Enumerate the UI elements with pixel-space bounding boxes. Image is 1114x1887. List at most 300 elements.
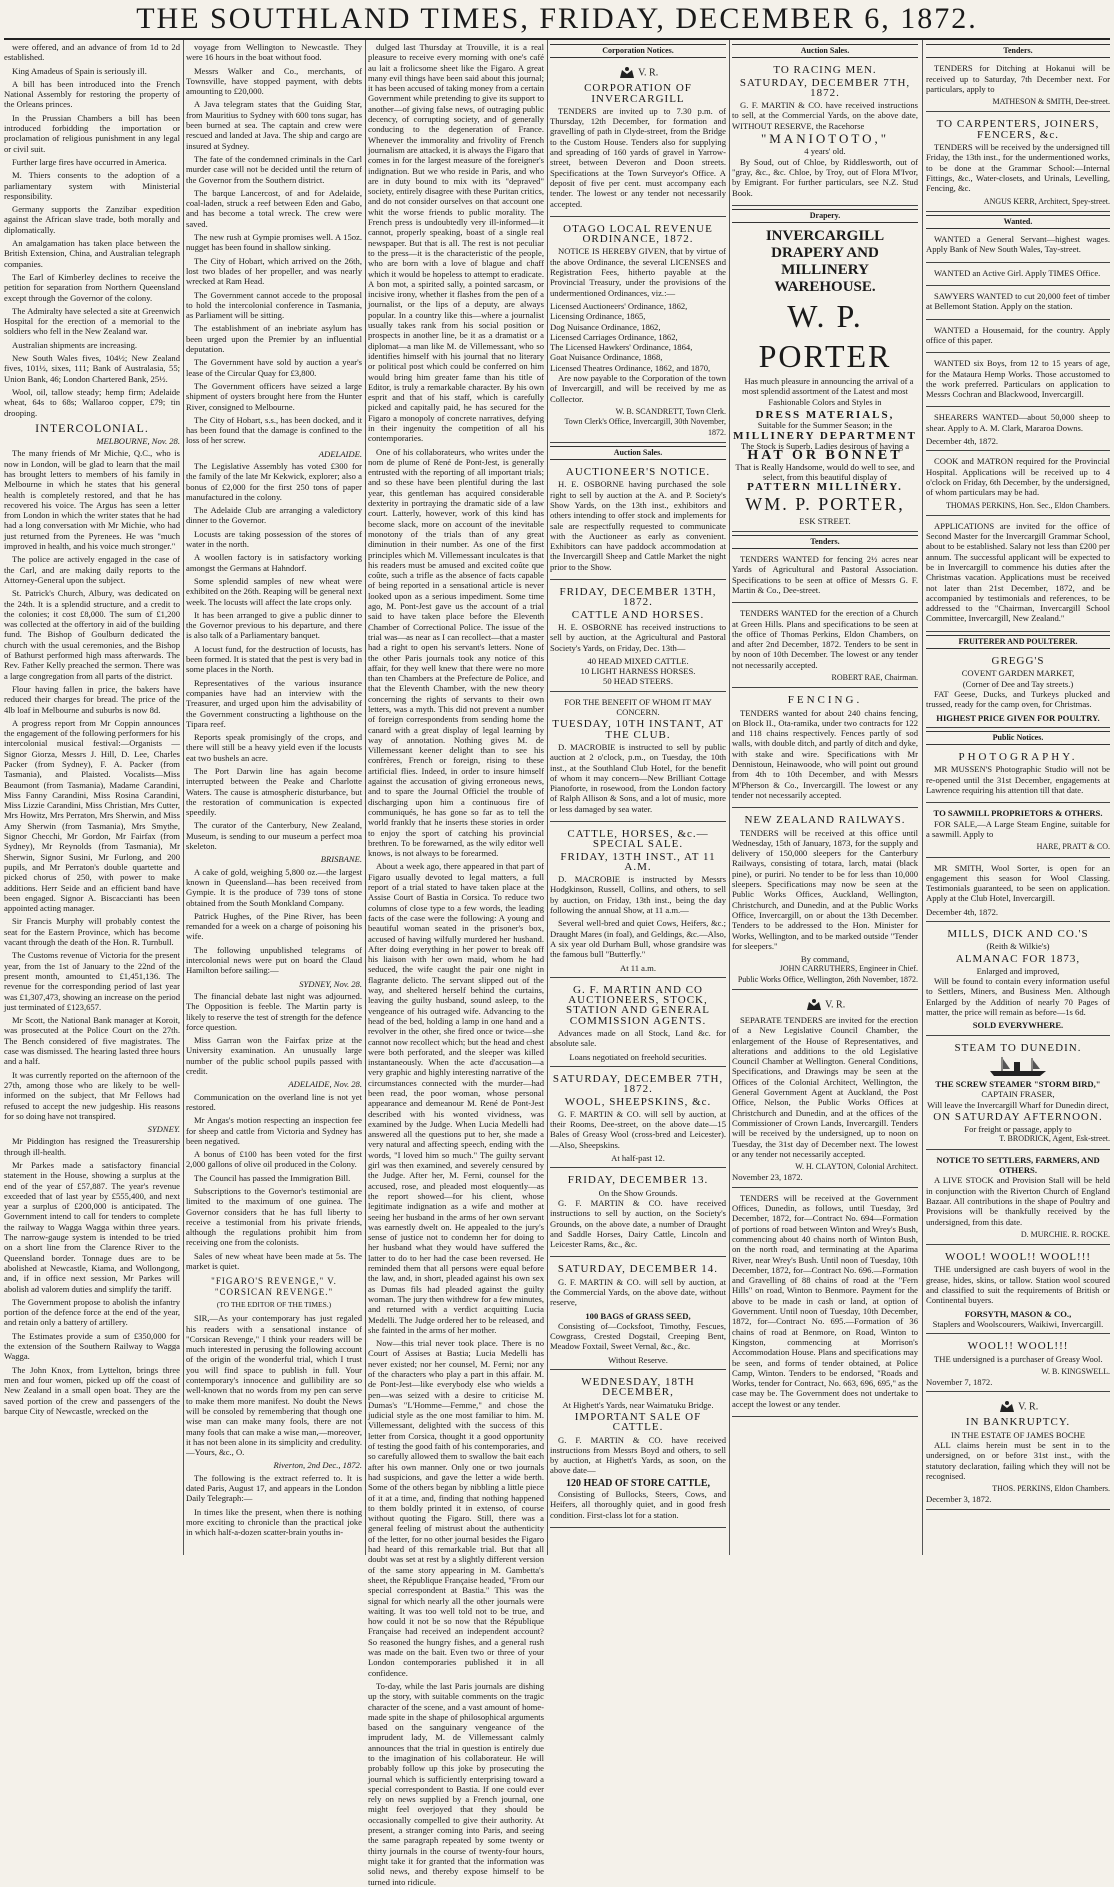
dateline: MELBOURNE, Nov. 28.	[96, 436, 180, 447]
ad-signature: W. H. CLAYTON, Colonial Architect.	[795, 1162, 918, 1172]
news-paragraph: Germany supports the Zanzibar expedition against the African slave trade, both morally and diplomatically.	[4, 204, 180, 235]
ad-date: SATURDAY, DECEMBER 7TH, 1872.	[552, 1072, 724, 1096]
ad-signature: Town Clerk's Office, Invercargill, 30th November, 1872.	[564, 417, 726, 437]
news-paragraph: The financial debate last night was adjourned. The Opposition is feeble. The Martin party is likely to reserve the test of strength for the defence force question.	[186, 990, 362, 1032]
news-paragraph: It has been arranged to give a public dinner to the Governor previous to his departure, and there is also talk of a Parliamentary banquet.	[186, 609, 362, 641]
ad-nz-railways	[732, 811, 918, 990]
ad-carpenters	[926, 115, 1110, 211]
ad-grass-seed	[550, 1260, 726, 1370]
letter-title: "FIGARO'S REVENGE," V. "CORSICAN REVENGE."	[211, 1276, 337, 1297]
news-paragraph: Mr Parkes made a satisfactory financial statement in the House, showing a surplus at the end of the year of £57,887. The year's revenue exceeded that of last year by £555,400, and next year a surplus of £200,000 is anticipated. The Government intend to call for tenders to complete the railway to Wagga Wagga within three years. The narrow-gauge system is intended to be tried on a short line from the Clarence River to the Queensland border. Tonnage dues are to be abolished at Newcastle, Kiama, and Wollongong, and, if in office next session, Mr Parkes will abolish ad valorem duties and simplify the tariff.	[4, 1159, 180, 1294]
ad-time: At 11 a.m.	[620, 962, 656, 973]
ad-time: At half-past 12.	[611, 1153, 665, 1164]
ad-title: AUCTIONEER'S NOTICE.	[565, 466, 711, 479]
ad-title: CATTLE AND HORSES.	[571, 608, 705, 621]
ad-signature: D. MURCHIE. R. ROCKE.	[1020, 1229, 1110, 1239]
letter-paragraph: The following is the extract referred to. It is dated Paris, August 17, and appears in the London Daily Telegraph:—	[186, 1472, 362, 1504]
crest-icon	[618, 66, 636, 80]
ad-location: At Highett's Yards, near Waimatuku Bridge.	[562, 1399, 714, 1410]
news-paragraph: Messrs Walker and Co., merchants, of Townsville, have stopped payment, with debts amounting to £20,000.	[186, 65, 362, 97]
news-paragraph: Miss Garran won the Fairfax prize at the University examination. An unusually large number of the public school pupils passed with credit.	[186, 1035, 362, 1077]
news-paragraphs	[186, 991, 362, 1076]
firm-description: Staplers and Woolscourers, Waikiwi, Invercargill.	[932, 1318, 1104, 1329]
article-paragraphs	[368, 42, 544, 1887]
ad-text: TENDERS will be received at this office until Wednesday, 15th of January, 1873, for the supply and delivery of 150,000 sleepers for the Canterbury Railways, consisting of totara, larch, matai (black pine), or puriri. No tender to be for less than 10,000 sleepers. Specifications may now be seen at the Public Works Offices, Auckland, Wellington, Christchurch, and Dunedin, and at the Public Works Office, Invercargill, on or about the 13th December. Tenders to be addressed to the Hon. Minister for Works, Wellington, and to be marked outside "Tender for sleepers."	[732, 827, 918, 951]
lot-list	[550, 656, 726, 687]
ad-location: On the Show Grounds.	[598, 1187, 678, 1198]
column-1	[4, 42, 180, 1554]
ad-auctioneer-notice	[550, 463, 726, 580]
ad-text: TENDERS WANTED for the erection of a Church at Green Hills. Plans and specifications to be seen at the office of Thomas Perkins, Eldon Chambers, on and after 2nd December, 1872. Tenders to be sent in by noon of 10th December. The lowest or any tender not necessarily accepted.	[732, 608, 918, 670]
steamer-icon	[988, 1055, 1048, 1077]
ad-text: FAT Geese, Ducks, and Turkeys plucked and trussed, ready for the camp oven, for Christmas.	[926, 688, 1110, 710]
ad-text: G. F. MARTIN & CO. have received instructions from Messrs Boyd and others, to sell by auction, at Highett's Yards, as soon, on the above date—	[550, 1434, 726, 1476]
ad-text: TENDERS will be received by the undersigned till Friday, the 13th inst., for the undermentioned works, to be done at the Grammar School:—Internal Fittings, &c., Water-closets, and Urinals, Levelling, Fencing, &c.	[926, 142, 1110, 194]
ad-wanted	[926, 356, 1110, 407]
news-paragraph: Flour having fallen in price, the bakers have reduced their charges for bread. The price of the 4lb loaf in Melbourne and suburbs is now 8d.	[4, 683, 180, 715]
ad-text: By command,	[800, 954, 850, 965]
news-paragraph: The Admiralty have selected a site at Greenwich Hospital for the erection of a memorial to the soldiers who fell in the New Zealand war.	[4, 305, 180, 337]
ad-lot: 100 BAGS of GRASS SEED,	[585, 1310, 691, 1321]
royal-crest	[732, 998, 918, 1012]
ad-text: Are now payable to the Corporation of the town of Invercargill, and will be received by me as Collector.	[550, 373, 726, 404]
ad-title: WOOL!! WOOL!!!	[967, 1340, 1069, 1353]
ad-note: HIGHEST PRICE GIVEN FOR POULTRY.	[936, 712, 1100, 723]
ad-signature: T. BRODRICK, Agent, Esk-street.	[999, 1134, 1110, 1144]
ad-date: TUESDAY, 10TH INSTANT, AT THE CLUB.	[552, 718, 724, 741]
ad-title: OTAGO LOCAL REVENUE ORDINANCE, 1872.	[563, 222, 713, 246]
news-paragraphs	[4, 448, 180, 1121]
ad-text: G. F. MARTIN & CO. have received instructions to sell, at the Commercial Yards, on the above date, WITHOUT RESERVE, the Racehorse	[732, 100, 918, 131]
ad-title: CORPORATION OF INVERCARGILL	[584, 82, 692, 105]
ad-title: G. F. MARTIN AND CO AUCTIONEERS, STOCK, STATION AND GENERAL COMMISSION AGENTS.	[565, 983, 710, 1027]
ad-wanted	[926, 289, 1110, 320]
steamer-captain: CAPTAIN FRASER,	[981, 1089, 1055, 1100]
news-paragraph: The many friends of Mr Michie, Q.C., who is now in London, will be glad to learn that the mail has brought letters to members of his family in Melbourne in which he states that his general health is completely restored, and that he has recovered his voice. The Argus has seen a letter from London in which the writer states that he had had a long conversation with Mr Michie, who had just returned from the Pyrenees. He was "much improved in health, and his voice much stronger."	[4, 448, 180, 552]
ordinance-item: Licensed Auctioneers' Ordinance, 1862,	[550, 300, 688, 311]
hat-or-bonnet: HAT OR BONNET	[747, 448, 903, 464]
column-divider	[365, 40, 366, 1555]
ad-text: A LIVE STOCK and Provision Stall will be held in conjunction with the Riverton Church of England Bazaar. All contributions in the shape of Poultry and Provisions will be thankfully received by the undersigned, from this date.	[926, 1175, 1110, 1227]
ordinance-item: Licensed Theatres Ordinance, 1862, and 1870,	[550, 362, 711, 373]
ad-steamer	[926, 1039, 1110, 1150]
ad-date: November 23, 1872.	[732, 1172, 803, 1183]
ad-text: TENDERS wanted for about 240 chains fencing, on Block II., Ota-ramika, under two contracts for 122 and 118 chains respectively. Fences partly of sod walls, with double ditch, and partly of ditch and dyke, with stake and wire. Specifications with Mr Dennistoun, Heinawoode, who will point out ground from 4th to 10th December, and with Messrs M'Pherson & Co., Invercargill. The lowest or any tender not necessarily accepted.	[732, 707, 918, 800]
news-paragraphs	[186, 867, 362, 976]
masthead	[0, 0, 1114, 36]
ad-text: G. F. MARTIN & CO. have received instructions to sell by auction, on the Society's Grounds, on the above date, a number of Draught and Saddle Horses, Dairy Cattle, Lincoln and Leicester Rams, &c., &c.	[550, 1197, 726, 1250]
ordinance-item: Dog Nuisance Ordinance, 1862,	[550, 321, 661, 332]
ad-text: That is Really Handsome, would do well to see, and select, from this beautiful display of	[735, 461, 915, 482]
ad-racing	[732, 61, 918, 206]
ad-text: WANTED six Boys, from 12 to 15 years of age, for the Mataura Hemp Works. Those accustomed to the work preferred. Particulars on application to Messrs Cochran and Blackwood, Invercargill.	[926, 358, 1110, 400]
merchant-street: ESK STREET.	[799, 516, 851, 527]
dateline: SYDNEY, Nov. 28.	[299, 978, 362, 989]
ad-date: December 4th, 1872.	[926, 906, 999, 917]
ad-greggs	[926, 652, 1110, 728]
news-paragraph: Subscriptions to the Governor's testimonial are limited to the maximum of one guinea. The Governor considers that he has full liberty to receive a testimonial from his private friends, although the regulations prohibit him from receiving one from the colonists.	[186, 1185, 362, 1248]
ad-store-cattle	[550, 1373, 726, 1528]
ad-text: SEPARATE TENDERS are invited for the erection of a New Legislative Council Chamber, the enlargement of the House of Representatives, and alterations and additions to the old Legislative Council Chamber at Wellington. General Conditions, Specifications, and Drawings may be seen at the Offices of the Colonial Architect, Wellington, the General Government Agent at Auckland, the Post Office, Nelson, the Public Works Offices at Christchurch and Dunedin, and at the offices of the Commissioner of Crown Lands, Invercargill. Tenders will be received by the undersigned, up to noon on Tuesday, the 31st day of December next. The lowest or any tender not necessarily accepted.	[732, 1015, 918, 1159]
ad-text: TENDERS for Ditching at Hokanui will be received up to Saturday, 7th December next. For particulars, apply to	[926, 63, 1110, 94]
ad-note: Without Reserve.	[608, 1354, 668, 1365]
ad-signature: MATHESON & SMITH, Dee-street.	[992, 97, 1110, 107]
ad-text: APPLICATIONS are invited for the office of Second Master for the Invercargill Grammar School, about to be established. Salary not less than £200 per annum. The successful applicant will be expected to be in Invercargill to commence his duties after the Christmas vacation. Applications must be received not later than 21st December, 1872, and be accompanied by testimonials and references, to be addressed to the "Chairman, Invercargill School Committee, Invercargill, New Zealand."	[926, 520, 1110, 624]
ad-signature: ROBERT RAE, Chairman.	[831, 672, 918, 682]
millinery-department: MILLINERY DEPARTMENT	[733, 429, 917, 442]
ordinance-item: The Licensed Hawkers' Ordinance, 1864,	[550, 342, 693, 353]
ad-subtitle: (Reith & Wilkie's)	[986, 941, 1050, 952]
ad-wanted	[926, 410, 1110, 451]
royal-crest	[926, 1400, 1110, 1414]
news-paragraphs	[186, 1092, 362, 1272]
ad-wanted	[926, 519, 1110, 632]
letter-to: (TO THE EDITOR OF THE TIMES.)	[216, 1299, 332, 1309]
column-3	[368, 42, 544, 1887]
news-paragraph: The City of Hobart, which arrived on the 26th, lost two blades of her propeller, and was nearly wrecked at Ram Head.	[186, 255, 362, 287]
lot-item: 10 LIGHT HARNESS HORSES.	[580, 666, 696, 677]
ad-text: THE undersigned are cash buyers of wool in the grease, hides, skins, or tallow. Station wool scoured and classified to suit the requirements of British or Continental buyers.	[926, 1264, 1110, 1306]
dateline: BRISBANE.	[320, 854, 362, 865]
news-paragraph: A bonus of £100 has been voted for the first 2,000 gallons of olive oil produced in the Colony.	[186, 1149, 362, 1170]
news-paragraph: M. Thiers consents to the adoption of a parliamentary system with Ministerial responsibility.	[4, 170, 180, 201]
news-paragraph: Further large fires have occurred in America.	[12, 156, 167, 167]
letter-paragraphs	[186, 1313, 362, 1457]
news-paragraph: A cake of gold, weighing 5,800 oz.—the largest known in Queensland—has been received from Gympie. It is the produce of 739 tons of stone obtained from the South Monkland Company.	[186, 866, 362, 908]
news-paragraphs	[186, 461, 362, 851]
news-paragraph: It was currently reported on the afternoon of the 27th, among those who are likely to be well-informed on the subject, that Mr Fellows had refused to accept the new judgeship. His reasons for so doing have not transpired.	[4, 1069, 180, 1121]
ad-text: Will be found to contain every information useful to Settlers, Miners, and Business Men. Although Enlarged by the Addition of nearly 70 Pages of matter, the price will remain as before—1s 6d.	[926, 976, 1110, 1018]
news-paragraphs	[4, 42, 180, 418]
section-header: Auction Sales.	[550, 446, 726, 460]
ad-subtitle: (Corner of Dee and Tay streets.)	[962, 678, 1074, 689]
letter-paragraph: In times like the present, when there is nothing more exciting to chronicle than the practical joke in which half-a-dozen scatter-brain youths in-	[186, 1506, 362, 1538]
royal-crest	[550, 66, 726, 80]
ad-text: Has much pleasure in announcing the arrival of a most splendid assortment of the Latest and most Fashionable Colors and Styles in	[742, 376, 914, 407]
ad-signature: W. B. SCANDRETT, Town Clerk.	[615, 406, 726, 416]
ad-title: WOOL, SHEEPSKINS, &c.	[564, 1095, 712, 1108]
ad-government-tenders	[732, 1191, 918, 1417]
news-paragraph: New South Wales fives, 104½; New Zealand fives, 101½, sixes, 111; Bank of Australasia, 55; Union Bank, 46; London Chartered Bank, 25½.	[4, 353, 180, 384]
warehouse-title: INVERCARGILL DRAPERY AND MILLINERY WAREHOUSE.	[765, 228, 885, 296]
column-4	[550, 42, 726, 1554]
news-paragraph: Some splendid samples of new wheat were exhibited on the 26th. Reaping will be general next week. The locusts will affect the late crops only.	[186, 575, 362, 607]
news-paragraph: Reports speak promisingly of the crops, and there will still be a heavy yield even if the locusts eat two bushels an acre.	[186, 732, 362, 763]
ad-title: FENCING.	[787, 694, 863, 707]
news-paragraph: The barque Lancercost, of and for Adelaide, coal-laden, struck a reef between Eden and Gabo, and has become a total wreck. The crew were saved.	[186, 187, 362, 229]
vr-mark: V. R.	[1018, 1401, 1039, 1413]
section-header: Wanted.	[926, 215, 1110, 229]
news-paragraph: The Council has passed the Immigration Bill.	[194, 1172, 351, 1183]
dateline: ADELAIDE, Nov. 28.	[288, 1079, 362, 1090]
news-paragraph: Mr Piddington has resigned the Treasurership through ill-health.	[4, 1136, 180, 1157]
ad-text: G. F. MARTIN & CO. will sell by auction, at the Commercial Yards, on the above date, without reserve,	[550, 1276, 726, 1308]
letter-paragraph: SIR,—As your contemporary has just regaled his readers with a sensational instance of "Corsican Revenge," I think your readers will be much interested in perusing the following account of the origin of the wonderful trial, which I trust you will find space to publish in full. Your contemporary's innocence and gullibility are so well-known that no words from my pen can serve to make them more manifest. No doubt the News will be consoled by remembering that though one wise man can make many fools, there are not many fools that can make a wise man,—moreover, it has not been alone in its simplicity and credulity.—Yours, &c., O.	[186, 1313, 362, 1458]
ad-signature: THOMAS PERKINS, Hon. Sec., Eldon Chambers.	[946, 500, 1110, 510]
news-paragraph: The Port Darwin line has again become interrupted between the Peake and Charlotte Waters. The cause is atmospheric disturbance, but the restoration of communication is expected speedily.	[186, 766, 362, 818]
ad-martin-agents	[550, 981, 726, 1067]
ad-title: FOR THE BENEFIT OF WHOM IT MAY CONCERN.	[564, 696, 712, 718]
ad-special-sale	[550, 825, 726, 978]
section-header: Auction Sales.	[732, 44, 918, 58]
article-paragraph: About a week ago, there appeared in that part of Figaro usually devoted to legal matters, a full report of a trial stated to have taken place at the Assise Court of Bastia in Corsica. To reduce two columns of close type to a few words, the leading facts of the case were the following: A young and beautiful woman seated in the prisoner's box, accused of having wilfully murdered her husband. After doing everything in her power to break off his liaison with her own maid, whom he had seduced, the wife caught the pair one night in flagrante delicto. The servant slipped out of the way, and sheltered herself behind the curtains, leaving the guilty husband, sound asleep, to the vengeance of his outraged wife. Advancing to the head of the bed, holding a lamp in one hand and a revolver in the other, she fired once or twice—she cannot now recollect which; but the head and chest were both perforated, and the sleeper was killed instantaneously. When the acte d'accusation—a very graphic and highly interesting narrative of the circumstances connected with the murder—had been read, the poor woman, whose personal appearance and demeanour M. René de Pont-Jest described with his wonted vividness, was examined by the Judge. When Lucia Medelli had answered all the questions put to her, she made a very natural and affecting speech, ending with the words, "I loved him so much." The guilty servant girl was then examined, and severely censured by the Judge. After her, M. Ferni, counsel for the accused, rose, and pleaded most eloquently—as the report showed—for his client, whose legitimate indignation as a wife and mother at seeing her husband in the arms of her own servant was earnestly dwelt on. He appealed to the jury's sense of justice not to condemn her for doing to her husband what they would have suffered the latter to do to her had the case been reversed. He reminded them that all persons were equal before the law, and, in short, pleaded against his own sex as Dumas fils had pleaded against the guilty woman. The jury then withdrew for a few minutes, and returned with a verdict acquitting Lucia Medelli. The Judge ordered her to be released, and she fainted in the arms of her mother.	[368, 861, 544, 1335]
ad-otago	[550, 220, 726, 443]
ad-note: SOLD EVERYWHERE.	[972, 1020, 1064, 1031]
ad-text: The Stock is Superb. Ladies desirous of having a	[740, 440, 910, 451]
ad-date: SATURDAY, DECEMBER 7TH, 1872.	[739, 76, 911, 99]
ad-date: December 3, 1872.	[926, 1494, 992, 1505]
news-paragraph: Representatives of the various insurance companies have had an interview with the Treasurer, and urged upon him the advisability of the Government constructing a lighthouse on the Tipara reef.	[186, 677, 362, 729]
vr-mark: V. R.	[825, 999, 846, 1011]
ad-text: COOK and MATRON required for the Provincial Hospital. Applications will be received up to 4 o'clock on Friday, 6th December, by the undersigned, of whom particulars may be had.	[926, 456, 1110, 498]
ad-wanted	[926, 323, 1110, 354]
ad-date: SATURDAY, DECEMBER 14.	[557, 1263, 719, 1276]
news-paragraph: The fate of the condemned criminals in the Carl murder case will not be decided until the return of the Governor from the Southern district.	[186, 153, 362, 185]
news-paragraph: St. Patrick's Church, Albury, was dedicated on the 24th. It is a splendid structure, and a credit to the colonies; it cost £8,000. The sum of £1,200 was collected at the offertory in aid of the building fund. The Bishop of Goulburn dedicated the church with the usual ceremonies, and the Bishop of Bathurst performed high mass afterwards. The Rev. Father Kelly preached the sermon. There was a large congregation from all parts of the district.	[4, 588, 180, 681]
ad-date: November 7, 1872.	[926, 1377, 993, 1388]
ad-title: GREGG'S	[991, 655, 1045, 668]
masthead-rule	[4, 38, 1110, 40]
ad-text: MR MUSSEN'S Photographic Studio will not be re-opened until the 31st December, engagements at Lawrence requiring his attention till that date.	[926, 764, 1110, 796]
letter-paragraphs	[186, 1473, 362, 1538]
news-paragraph: The Government cannot accede to the proposal to hold the intercolonial conference in Tasmania, as Parliament will be sitting.	[186, 289, 362, 321]
ad-text: By Soud, out of Chloe, by Riddlesworth, out of "gray, &c., &c. Chloe, by Troy, out of Flora M'Ivor, by Emigrant. For further particulars, see N.Z. Stud Book.	[732, 156, 918, 198]
ordinance-list	[550, 301, 726, 373]
ad-text: Several well-bred and quiet Cows, Heifers, &c.; Draught Mares (in foal), and Geldings, &c.—Also, A six year old Durham Bull, whose grandsire was the famous bull "Butterfly."	[550, 918, 726, 960]
news-paragraph: Locusts are taking possession of the stores of water in the north.	[186, 528, 362, 550]
news-paragraph: The Adelaide Club are arranging a valedictory dinner to the Governor.	[186, 505, 362, 526]
column-divider	[547, 40, 548, 1555]
column-5	[732, 42, 918, 1554]
ad-text: WANTED a General Servant—highest wages. Apply Bank of New South Wales, Tay-street.	[926, 234, 1110, 255]
ad-date: ON SATURDAY AFTERNOON.	[933, 1110, 1103, 1123]
ad-date: FRIDAY, DECEMBER 13TH, 1872.	[559, 586, 717, 609]
news-paragraph: Mr Scott, the National Bank manager at Koroit, was prosecuted at the Police Court on the 27th. The Bench considered of five magistrates. The case was dismissed. The hearing lasted three hours and a half.	[4, 1015, 180, 1067]
news-paragraph: Patrick Hughes, of the Pine River, has been remanded for a week on a charge of poisoning his wife.	[186, 910, 362, 942]
ad-text: WANTED an Active Girl. Apply TIMES Office.	[934, 267, 1101, 278]
crest-icon	[805, 998, 823, 1012]
ad-corporation	[550, 61, 726, 217]
ad-legislative	[732, 993, 918, 1188]
ordinance-item: Licensing Ordinance, 1865,	[550, 311, 646, 322]
ad-bankruptcy	[926, 1395, 1110, 1509]
dateline: ADELAIDE.	[318, 448, 362, 459]
ad-wanted	[926, 266, 1110, 286]
ad-wool-buyers	[926, 1248, 1110, 1334]
ad-wool-sorter	[926, 861, 1110, 922]
news-paragraph: Mr Angas's motion respecting an inspection fee for sheep and cattle from Victoria and Sydney has been negatived.	[186, 1115, 362, 1146]
merchant-name: W. P. PORTER	[758, 298, 892, 375]
ad-text: TENDERS will be received at the Government Offices, Dunedin, as follows, until Tuesday, 3rd December, 1872, for—Contract No. 694—Formation of portions of road between Winton and Wrey's Bush, commencing about 40 chains north of Winton Bush, on the north road, and terminating at the Aparima River, near Wrey's Bush. Until noon of Tuesday, 10th December, 1872, for—Contract No. 696.—Formation and Gravelling of 88 chains of road at the "Fern Hills" on road, Winton to Benmore. Payment for the above to be made in cash or land, at option of Government. Until noon of Tuesday, 10th December, 1872, for—Contract No. 695.—Formation of 36 chains of road at Benmore, on Road, Winton to Kingston, commencing at Morrison's Accommodation House. Plans and specifications may be seen, and forms of tender obtained, at Police Camp, Winton. Tenders to be endorsed, "Roads and Works, tender for Contract, No. 663, 696, 695," as the case may be. The Government does not undertake to accept the lowest or any tender.	[732, 1192, 918, 1409]
section-header: Public Notices.	[926, 731, 1110, 745]
lot-item: 40 HEAD MIXED CATTLE.	[587, 655, 689, 666]
ad-text: Loans negotiated on freehold securities.	[569, 1051, 707, 1062]
article-paragraph: To-day, while the last Paris journals are dishing up the story, with suitable comments on the tragic character of the scene, and a vast amount of home-made spite in the shape of philosophical arguments based on the sanguinary vengeance of the imprudent lady, M. de Villemessant calmly announces that the trial in question is entirely due to the imagination of his collaborateur. He will probably follow up this joke by prosecuting the journal which is sufficiently enterprising toward a special correspondent to Bastia. If one could ever rely on news supplied by a French journal, one might feel overjoyed that they should be occasionally compelled to give their authority. At present, a stranger coming into Paris, and seeing the same paragraph repeated by some twenty or thirty journals in the course of twenty-four hours, might take it for granted that the information was solid news, and thereby expose himself to be turned into ridicule.	[368, 1680, 544, 1887]
horse-age: 4 years' old.	[804, 146, 846, 157]
pattern-millinery: PATTERN MILLINERY.	[747, 481, 903, 494]
news-paragraph: In the Prussian Chambers a bill has been introduced forbidding the importation or proclamation of religious punishment in any legal or civil suit.	[4, 112, 180, 154]
article-paragraph: Now—this trial never took place. There is no Court of Assises at Bastia; Lucia Medelli has never existed; nor her counsel, M. Ferni; nor any of the characters who play a part in this affair. M. de Pont-Jest—like everybody else who wields a pen—was seized with a desire to criticise M. Dumas's "L'Homme—Femme," and chose the judicial style as the one most familiar to him. M. Villemessant, delighted with the success of this letter from Corsica, thought it a good opportunity of testing the good faith of his contemporaries, and so carefully allowed them to swallow the bait each after his own manner. Only one or two journals had suspicions, and gave the letter a wide berth. Some of the others began by nibbling a little piece of it at a time, and, finding that nothing happened to them boldly printed it in extenso, of course without quoting the Figaro. Still, there was a general feeling of mistrust about the authenticity of the letter, for no other journal besides the Figaro had heard of this remarkable trial. But that all doubt was set at rest by a slightly different version of the same story appearing in M. Gambetta's sheet, the République Française headed, "From our special correspondent at Bastia." This was the signal for which nearly all the other journals were waiting. It was too well told not to be true, and how could it not be so now that the République Française had received an independent account? So reasoned the hungry fishes, and a general rush was made on the bait. Even two or three of your London contemporaries published it in all confidence.	[368, 1338, 544, 1678]
ad-ditching	[926, 61, 1110, 112]
column-2	[186, 42, 362, 1554]
ad-text: Will leave the Invercargill Wharf for Dunedin direct,	[927, 1099, 1109, 1110]
news-paragraphs	[4, 1136, 180, 1416]
ad-title: CATTLE, HORSES, &c.—SPECIAL SALE.	[567, 828, 709, 851]
newspaper-title: THE SOUTHLAND TIMES, FRIDAY, DECEMBER 6, 1872.	[136, 2, 978, 35]
letter-date: Riverton, 2nd Dec., 1872.	[273, 1460, 362, 1471]
ad-subtitle: COVENT GARDEN MARKET,	[961, 668, 1075, 679]
ad-text: Consisting of Bullocks, Steers, Cows, and Heifers, all thoroughly quiet, and in good fresh condition. First-class lot for a station.	[550, 1489, 726, 1520]
ordinance-item: Goat Nuisance Ordinance, 1868,	[550, 352, 663, 363]
ad-cattle-horses	[550, 583, 726, 692]
ad-signature: THOS. PERKINS, Eldon Chambers.	[992, 1484, 1110, 1494]
news-paragraph: The Estimates provide a sum of £350,000 for the extension of the Southern Railway to Wagga Wagga.	[4, 1330, 180, 1362]
ad-text: D. MACROBIE is instructed by Messrs Hodgkinson, Russell, Collins, and others, to sell by auction, on Friday, 13th inst., being the day following the annual Show, at 11 a.m.—	[550, 874, 726, 916]
ad-text: Advances made on all Stock, Land &c. for absolute sale.	[550, 1028, 726, 1049]
news-paragraph: The police are actively engaged in the case of the Carl, and are making daily reports to the Attorney-General upon the subject.	[4, 554, 180, 585]
ad-lot: 120 HEAD OF STORE CATTLE,	[565, 1477, 710, 1489]
ad-wool-purchaser	[926, 1337, 1110, 1392]
news-paragraph: A locust fund, for the destruction of locusts, has been formed. It is stated that the pest is very bad in some places in the North.	[186, 643, 362, 675]
column-6	[926, 42, 1110, 1554]
ad-date: WEDNESDAY, 18TH DECEMBER,	[581, 1376, 695, 1399]
news-paragraph: King Amadeus of Spain is seriously ill.	[12, 65, 147, 76]
ad-title: NEW ZEALAND RAILWAYS.	[744, 814, 906, 827]
ad-title: STEAM TO DUNEDIN.	[954, 1041, 1082, 1054]
section-header: Tenders.	[926, 44, 1110, 58]
news-paragraph: The Earl of Kimberley declines to receive the petition for separation from Northern Queensland except through the Governor of the colony.	[4, 271, 180, 303]
ad-text: SHEARERS WANTED—about 50,000 sheep to shear. Apply to A. M. Clark, Mararoa Downs.	[926, 412, 1110, 433]
ad-title: WOOL! WOOL!! WOOL!!!	[944, 1251, 1092, 1264]
news-paragraph: The new rush at Gympie promises well. A 15oz. nugget has been found in shallow sinking.	[186, 232, 362, 253]
news-paragraph: The Customs revenue of Victoria for the present year, from the 1st of January to the 22nd of the present month, amounted to £1,451,136. The revenue for the corresponding period of last year was £1,307,473, showing an increase on the period just terminated of £123,657.	[4, 950, 180, 1012]
section-title-intercolonial: INTERCOLONIAL.	[35, 420, 149, 435]
section-header: Tenders.	[732, 535, 918, 549]
ad-text: Consisting of—Cocksfoot, Timothy, Fescues, Cowgrass, Crested Dogstail, Creeping Bent, Meadow Foxtail, Sweet Vernal, &c., &c.	[550, 1320, 726, 1352]
ordinance-item: Licensed Carriages Ordinance, 1862,	[550, 331, 678, 342]
news-paragraph: A Java telegram states that the Guiding Star, from Mauritius to Sydney with 600 tons sugar, has been burned at sea. The captain and crew were rescued and landed at Java. The ship and cargo are insured at Sydney.	[186, 99, 362, 151]
news-paragraph: The establishment of an inebriate asylum has been urged upon the Premier by an influential deputation.	[186, 323, 362, 355]
ad-title: IN BANKRUPTCY.	[965, 1416, 1071, 1429]
ad-subtitle: IN THE ESTATE OF JAMES BOCHE	[950, 1429, 1086, 1440]
news-paragraph: Sir Francis Murphy will probably contest the seat for the Eastern Province, which has become vacant through the death of the Hon. R. Turnbull.	[4, 916, 180, 948]
column-divider	[922, 40, 923, 1555]
ad-almanac	[926, 925, 1110, 1036]
ad-subtitle: Enlarged and improved,	[976, 965, 1060, 976]
steamer-name: THE SCREW STEAMER "STORM BIRD,"	[935, 1078, 1101, 1089]
ad-wool-sale	[550, 1070, 726, 1168]
ad-fencing	[732, 691, 918, 808]
news-paragraph: The Government propose to abolish the infantry portion of the defence force at the end of the year, and retain only a battery of artillery.	[4, 1296, 180, 1328]
ad-title: PHOTOGRAPHY.	[958, 751, 1078, 764]
ad-signature: JOHN CARRUTHERS, Engineer in Chief.	[779, 964, 918, 974]
ad-title: NOTICE TO SETTLERS, FARMERS, AND OTHERS.	[936, 1154, 1100, 1176]
ad-text: THE undersigned is a purchaser of Greasy Wool.	[934, 1353, 1103, 1364]
section-header: FRUITERER AND POULTERER.	[926, 635, 1110, 649]
ad-date: FRIDAY, 13TH INST., AT 11 A.M.	[560, 850, 716, 873]
ad-text: TENDERS are invited up to 7.30 p.m. of Thursday, 12th December, for formation and gravelling of path in Clyde-street, from the Bridge to the Custom House. Tenders also for supplying and spreading of 160 yards of gravel in Yarrow-street, between Deveron and Doon streets. Specifications at the Town Surveyor's Office. A deposit of five per cent. must accompany each tender. The lowest or any tender not necessarily accepted.	[550, 105, 726, 209]
ad-show-sale	[550, 1171, 726, 1257]
news-paragraph: The following unpublished telegrams of intercolonial news were put on board the Claud Hamilton before sailing:—	[186, 944, 362, 976]
news-paragraph: voyage from Wellington to Newcastle. They were 16 hours in the boat without food.	[186, 42, 362, 63]
ad-date: FRIDAY, DECEMBER 13.	[567, 1174, 709, 1187]
ad-text: ALL claims herein must be sent in to the undersigned, on or before 31st inst., with the statutory declaration, failing which they will not be recognised.	[926, 1439, 1110, 1481]
news-paragraph: The Government have sold by auction a year's lease of the Circular Quay for £3,800.	[186, 357, 362, 378]
ad-text: H. E. OSBORNE has received instructions to sell by auction, at the Agricultural and Pastoral Society's Yards, on Friday, Dec. 13th—	[550, 621, 726, 653]
ad-settlers	[926, 1153, 1110, 1245]
ad-title: TO RACING MEN.	[773, 64, 877, 77]
article-paragraph: dulged last Thursday at Trouville, it is a real pleasure to receive every morning with one's café au lait a frolicsome sheet like the Figaro. A great many evil things have been said about this journal; it has been accused of taking money from a certain Government while pretending to give its support to another—of giving false news, of outraging public decency, of corrupting society, and of generally conducing to the degeneration of France. Whenever the immorality and frivolity of French journalism are attacked, it is always the Figaro that comes in for the largest measure of the foreigner's indignation. But we who reside in Paris, and who are in duty bound to mix with its "depraved" society, entirely disagree with these Puritan critics, and do not consider ourselves on that account one whit the worse friends to public morality. The French press is undoubtedly very ill-informed—it cannot, properly speaking, boast of a single real newspaper. But that is all. The rest is not peculiar to the press—it is the characteristic of the people, who are born with a love of blague and chaff which it would be hopeless to attempt to eradicate. A bon mot, a spirited sally, a pointed sarcasm, or incisive irony, whether it flashes from the pen of a journalist, or the lips of a deputy, are always popular. In a country like this—where a journalist usually takes rank from his social position or prospects in another line, be it as a dramatist or a diplomat—a man like M. de Villemessant, who so identifies himself with his journal that no literary or political post which could be conferred on him would bring him greater fame than his title of Editor, is truly a remarkable character. By his own esprit and that of his staff, which is carefully picked and capitally paid, he has secured for the Figaro a monopoly of concrete narratives, defying in their ingenuity the competition of all his contemporaries.	[368, 42, 544, 444]
news-paragraph: The City of Hobart, s.s., has been docked, and it has been found that the damage is confined to the loss of her screw.	[186, 414, 362, 446]
news-paragraph: An amalgamation has taken place between the British Extension, China, and Australian telegraph companies.	[4, 238, 180, 269]
ad-tender-fencing-acres	[732, 552, 918, 603]
horse-name: "MANIOTOTO,"	[760, 131, 890, 147]
news-paragraph: A bill has been introduced into the French National Assembly for restoring the property of the Orleans princes.	[4, 78, 180, 110]
news-paragraph: Wool, oil, tallow steady; hemp firm; Adelaide wheat, 64s to 68s; Wallaroo copper, £79; tin drooping.	[4, 386, 180, 418]
ad-text: For freight or passage, apply to	[964, 1124, 1072, 1135]
ad-text: TENDERS WANTED for fencing 2½ acres near Yards of Agricultural and Pastoral Association. Specifications to be seen at office of Messrs G. F. Martin & Co., Dee-street.	[732, 554, 918, 595]
ad-text: D. MACROBIE is instructed to sell by public auction at 2 o'clock, p.m., on Tuesday, the 10th inst., at the Southland Club Hotel, for the benefit of whom it may concern—New Brilliant Cottage Pianoforte, in rosewood, from the London factory of Ralph Allison & Sons, and a lot of music, more or less damaged by sea water.	[550, 741, 726, 814]
ad-title: TO CARPENTERS, JOINERS, FENCERS, &c.	[936, 118, 1100, 141]
news-paragraphs	[186, 42, 362, 446]
firm-name: FORSYTH, MASON & CO.,	[964, 1308, 1072, 1319]
news-paragraph: were offered, and an advance of from 1d to 2d established.	[4, 42, 180, 63]
section-header: Drapery.	[732, 209, 918, 223]
news-paragraph: The Government officers have seized a large shipment of oysters brought here from the Hunter River, consigned to Melbourne.	[186, 380, 362, 412]
news-paragraph: The curator of the Canterbury, New Zealand, Museum, is sending to our museum a perfect moa skeleton.	[186, 820, 362, 852]
crest-icon	[998, 1400, 1016, 1414]
dress-materials: DRESS MATERIALS,	[755, 409, 895, 422]
news-paragraph: Australian shipments are increasing.	[12, 339, 138, 350]
ad-signature: ANGUS KERR, Architect, Spey-street.	[983, 196, 1110, 206]
ad-text: Suitable for the Summer Season; in the	[757, 420, 893, 431]
ad-tender-church	[732, 606, 918, 688]
ad-text: FOR SALE,—A Large Steam Engine, suitable for a sawmill. Apply to	[926, 818, 1110, 839]
ad-text: G. F. MARTIN & CO. will sell by auction, at their Rooms, Dee-street, on the above date—15 Bales of Greasy Wool (cross-bred and Leicester).—Also, Sheepskins.	[550, 1108, 726, 1150]
section-header: Corporation Notices.	[550, 44, 726, 58]
ad-benefit	[550, 695, 726, 822]
vr-mark: V. R.	[638, 67, 659, 79]
ad-signature: Public Works Office, Wellington, 26th November, 1872.	[737, 974, 918, 984]
ad-wanted	[926, 454, 1110, 515]
ad-wanted	[926, 232, 1110, 263]
ad-text: H. E. OSBORNE having purchased the sole right to sell by auction at the A. and P. Society's Show Yards, on the 13th inst., exhibitors and others intending to offer stock and implements for sale are respectfully requested to communicate with the Auctioneer as early as convenient. Exhibitors can have paddock accommodation at the Invercargill Sheep and Cattle Market the night prior to the Show.	[550, 479, 726, 572]
news-paragraph: A progress report from Mr Coppin announces the engagement of the following performers for his intercolonial musical festival:—Organists — Signor Giorza, Messrs J. Hill, D. Lee, Charles Packer (from Sydney), F. A. Packer (from Tasmania), and Plaisted. Vocalists—Miss Beaumont (from Tasmania), Madame Carandini, Miss Fanny Carandini, Miss Rosina Carandini, Miss Lizzie Carandini, Miss Christian, Mrs Cutter, Mrs Howitz, Mrs Perraton, Mrs Sherwin, and Miss Amy Sherwin (from Tasmania), Mrs Smythe, Signor Checchi, Mr Gordon, Mr Fairfax (from Sydney), Mr Reynolds (from Tasmania), Mr Sherwin, Signor Susini, Mr Furlong, and 200 pupils, and Mr Perraton's double quartette and picked chorus of 250, with power to make additions. Herr Seide and an efficient band have been engaged. Signor A. Biscaccianti has been appointed acting manager.	[4, 717, 180, 914]
merchant-name-footer: WM. P. PORTER,	[745, 494, 905, 515]
ad-title: IMPORTANT SALE OF CATTLE.	[574, 1410, 702, 1434]
news-paragraph: The John Knox, from Lyttelton, brings three men and four women, picked up off the coast of New Zealand in a small open boat. They are the saved portion of the crew and passengers of the barque City of Newcastle, wrecked on the	[4, 1364, 180, 1416]
lot-item: 50 HEAD STEERS.	[603, 676, 673, 687]
ad-title: TO SAWMILL PROPRIETORS & OTHERS.	[933, 808, 1103, 819]
news-paragraph: The Legislative Assembly has voted £300 for the family of the late Mr Kekwick, explorer; also a bonus of £2,000 for the first 250 tons of paper manufactured in the colony.	[186, 460, 362, 502]
dateline: SYDNEY.	[147, 1124, 180, 1135]
ad-text: WANTED a Housemaid, for the country. Apply office of this paper.	[926, 324, 1110, 345]
ad-text: MR SMITH, Wool Sorter, is open for an engagement this season for Wool Classing. Testimonials guaranteed, to be seen on application. Apply at the Club Hotel, Invercargill.	[926, 862, 1110, 904]
news-paragraph: A woollen factory is in satisfactory working amongst the Germans at Hahndorf.	[186, 552, 362, 573]
ad-signature: HARE, PRATT & CO.	[1036, 842, 1110, 852]
ad-sawmill	[926, 806, 1110, 857]
news-paragraph: Communication on the overland line is not yet restored.	[186, 1091, 362, 1112]
column-divider	[183, 40, 184, 1555]
ad-title: MILLS, DICK AND CO.'S	[947, 928, 1089, 940]
article-paragraph: One of his collaborateurs, who writes under the nom de plume of René de Pont-Jest, is generally entrusted with the reporting of all important trials; and so these have been plentiful during the last year, this gentleman has acquired considerable dexterity in portraying the dramatic side of a law court. Latterly, however, work of this kind has become slack, more on account of the inevitable monotony of the trials than of any great diminution in their number. As one of the first principles which M. Villemessant inculcates is that his readers must be amused and excited coûte que coûte, such a trifle as the absence of facts capable of being reported in a sensational article is never looked upon as a serious impediment. Some time ago, M. Pont-Jest gave us the account of a trial said to have taken place before the Eleventh Chamber of Correctional Police. The issue of the trial was—as near as I can recollect—that a master had a right to open his servant's letters. None of the other Paris journals took any notice of this affair, for they well knew that there were no more than ten Chambers at the Prefecture de Police, and that the Eleventh Chamber, with the new theory concerning the rights of servants to their own letters, was a myth. This did not prevent a number of foreign correspondents from sending home the canard with a great display of legal learning by way of annotation. Nothing gives M. de Villemessant keener delight than to see his confrères, French or foreign, rising to these artificial flies. Indeed, in order to insure himself against the accusation of giving erroneous news, and to spare the Journal Officiel the trouble of discharging upon him a continuous fire of communiqués, he has gone so far as to tell the world frankly that he inserts these stories in order to enjoy the sport of catching his provincial brethren. To be forewarned, as the wily editor well knows, is not always to be forearmed.	[368, 446, 544, 859]
ad-photography	[926, 748, 1110, 803]
ad-text: SAWYERS WANTED to cut 20,000 feet of timber at Bellemont Station. Apply on the station.	[926, 291, 1110, 312]
ad-porter-drapery	[732, 226, 918, 532]
ad-text: NOTICE IS HEREBY GIVEN, that by virtue of the above Ordinance, the several LICENSES and Registration Fees, hitherto payable at the Provincial Treasury, under the provisions of the undermentioned Ordinances, viz.:—	[550, 246, 726, 298]
column-divider	[729, 40, 730, 1555]
ad-signature: W. B. KINGSWELL.	[1041, 1366, 1110, 1376]
